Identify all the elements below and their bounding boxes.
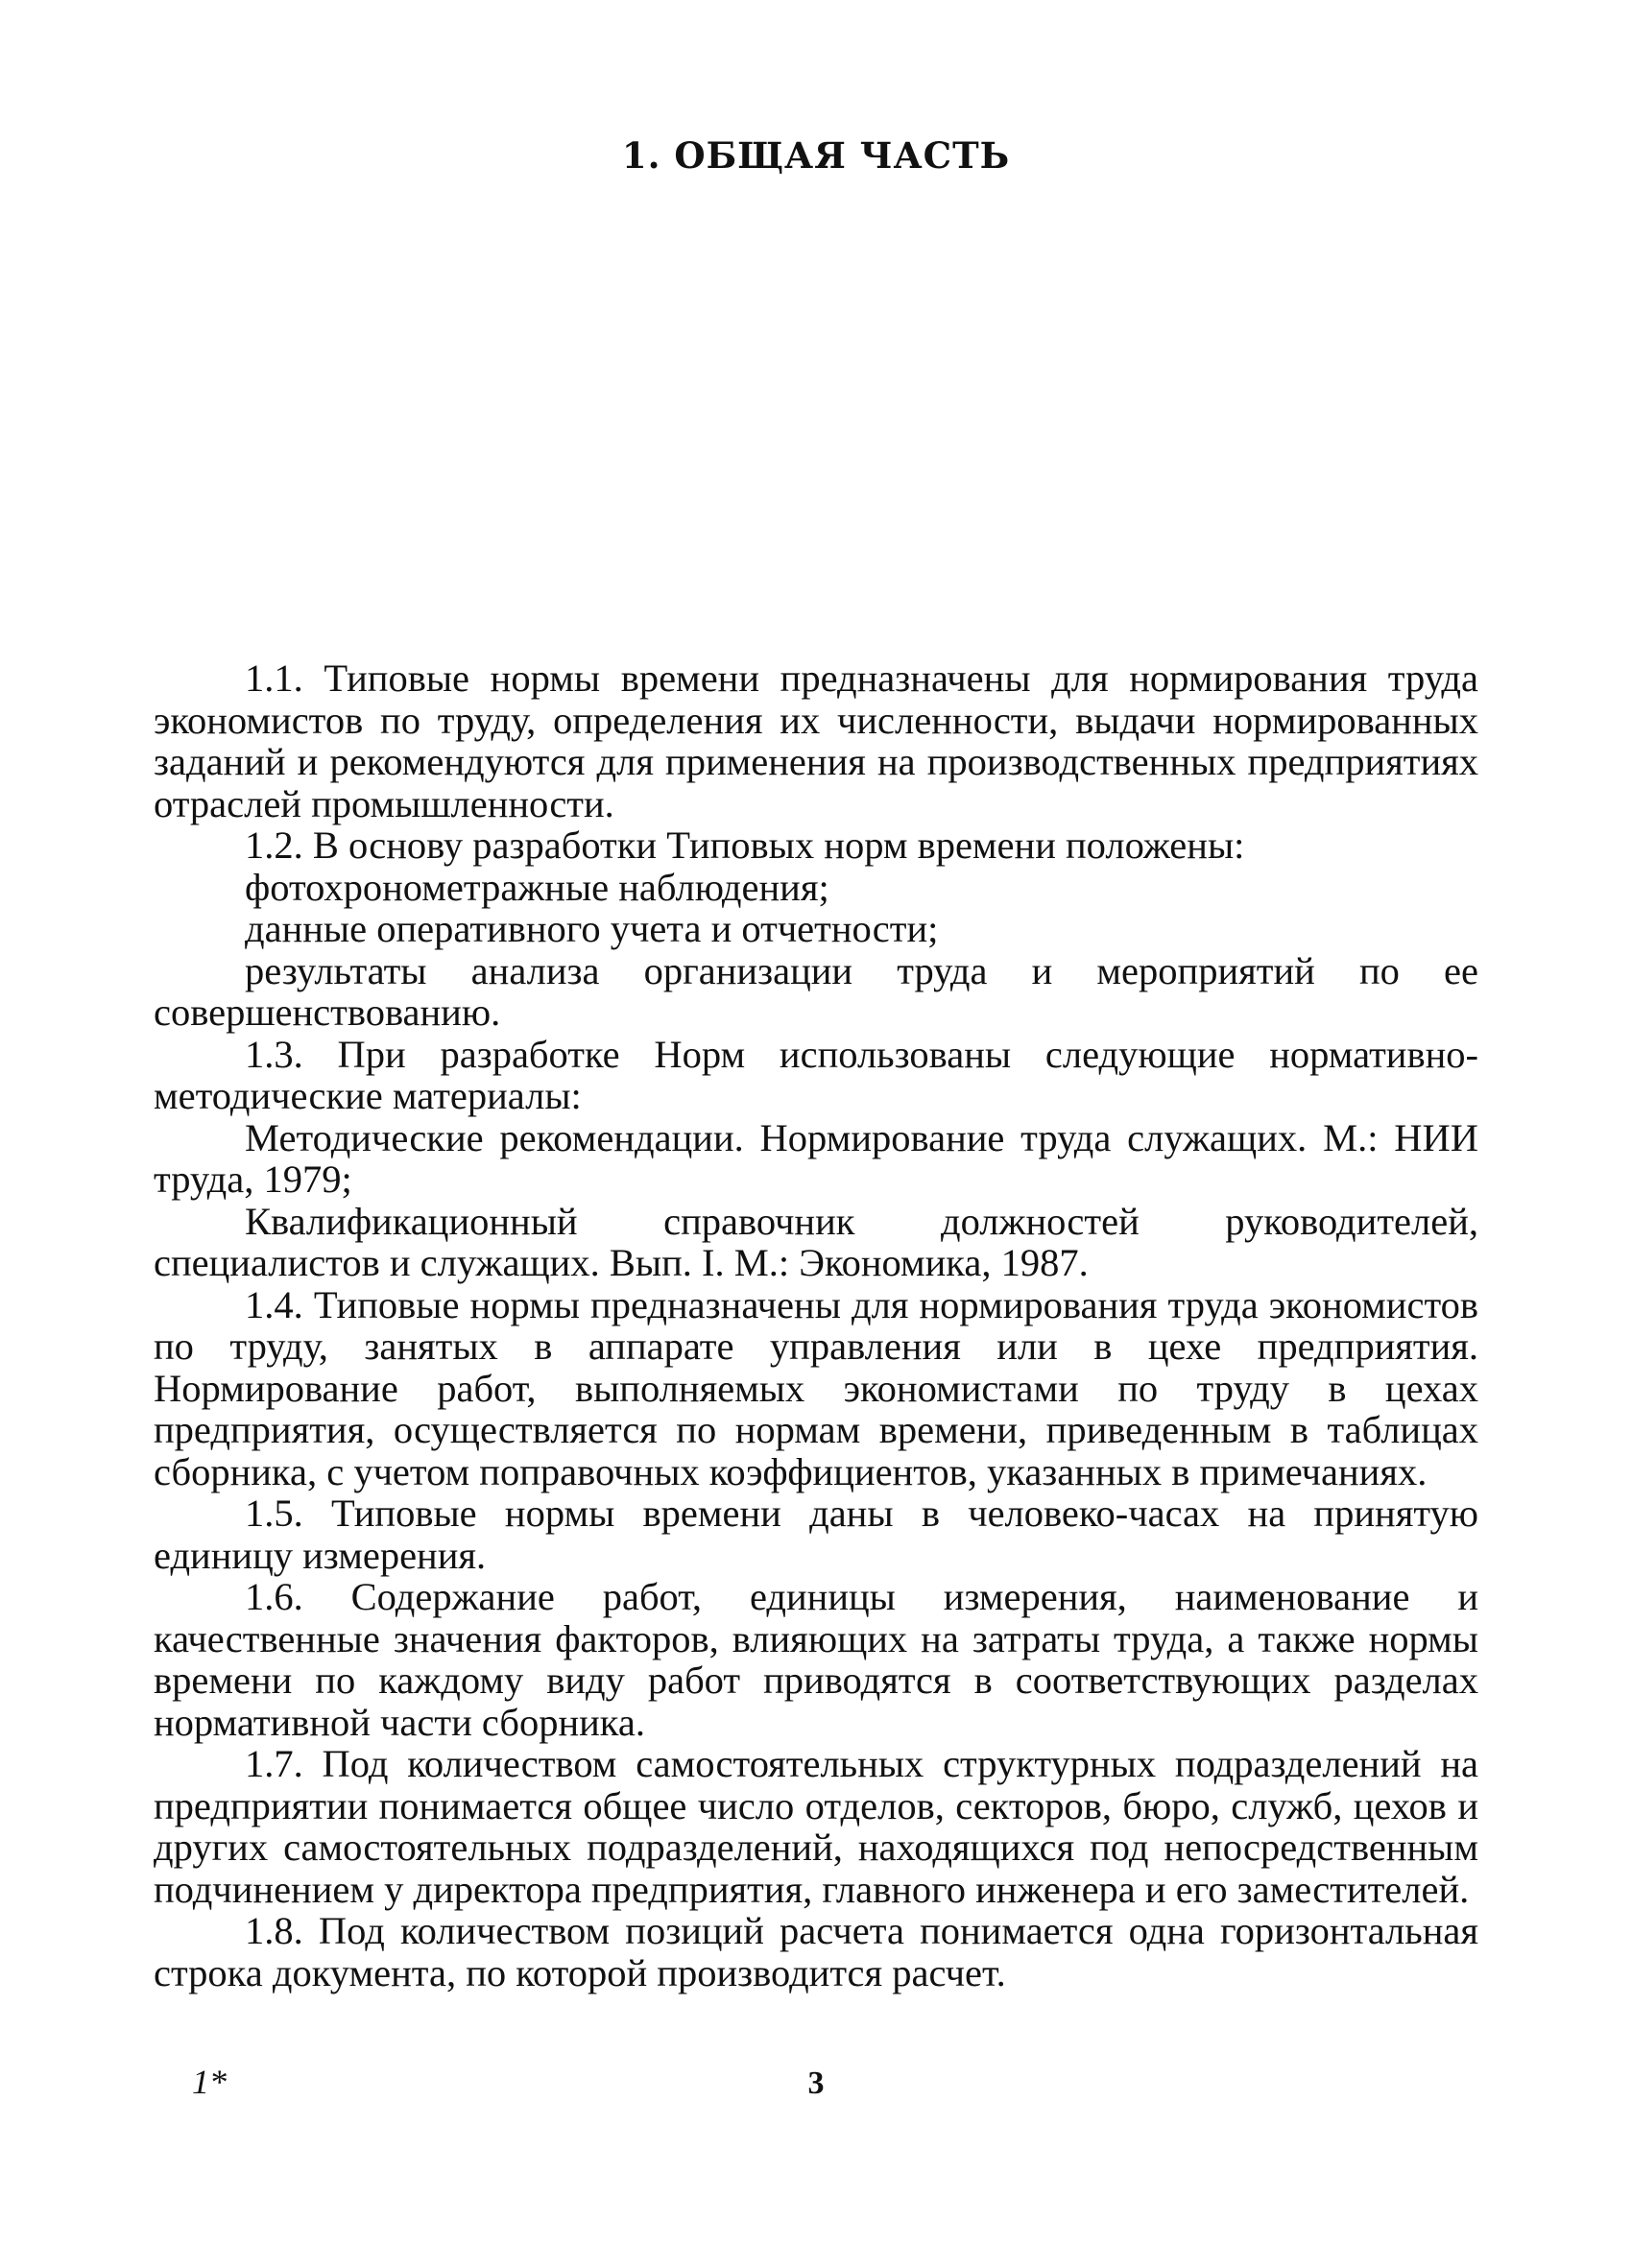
page-number: 3 bbox=[807, 2065, 825, 2101]
signature-mark: 1* bbox=[192, 2063, 227, 2101]
list-item: фотохронометражные наблюдения; bbox=[245, 865, 829, 909]
paragraph-1-6: 1.6. Содержание работ, единицы измерения, наименование и качественные значения факторов, влияющих на затраты труда, а также нормы времени по каждому виду работ приводятся в соответствующих разделах нормативной части сборника. bbox=[154, 1575, 1478, 1744]
paragraph-1-1: 1.1. Типовые нормы времени предназначены для нормирования труда экономистов по труду, определения их численности, выдачи нормированных заданий и рекомендуются для применения на производственных предприятиях отраслей промышленности. bbox=[154, 657, 1478, 825]
list-item: данные оперативного учета и отчетности; bbox=[245, 907, 939, 950]
paragraph-1-7: 1.7. Под количеством самостоятельных структурных подразделений на предприятии понимается общее число отделов, секторов, бюро, служб, цехов и других самостоятельных подразделений, находящихся под непосредственным подчинением у директора предприятия, главного инженера и его заместителей. bbox=[154, 1742, 1478, 1911]
list-item: результаты анализа организации труда и мероприятий по ее совершенствованию. bbox=[154, 948, 1478, 1034]
paragraph-1-3: 1.3. При разработке Норм использованы следующие нормативно-методические материалы: bbox=[154, 1032, 1478, 1117]
reference-item: Квалификационный справочник должностей руководителей, специалистов и служащих. Вып. I. М.: Экономика, 1987. bbox=[154, 1199, 1478, 1284]
paragraph-1-2: 1.2. В основу разработки Типовых норм времени положены: bbox=[245, 824, 1245, 867]
paragraph-1-8: 1.8. Под количеством позиций расчета понимается одна горизонтальная строка документа, по которой производится расчет. bbox=[154, 1909, 1478, 1994]
reference-item: Методические рекомендации. Нормирование труда служащих. М.: НИИ труда, 1979; bbox=[154, 1115, 1478, 1201]
paragraph-1-5: 1.5. Типовые нормы времени даны в человеко-часах на принятую единицу измерения. bbox=[154, 1492, 1478, 1577]
paragraph-1-4: 1.4. Типовые нормы предназначены для нормирования труда экономистов по труду, занятых в аппарате управления или в цехе предприятия. Нормирование работ, выполняемых экономистами по труду в цехах предприятия, осуществляется по нормам времени, приведенным в таблицах сборника, с учетом поправочных коэффициентов, указанных в примечаниях. bbox=[154, 1282, 1478, 1493]
section-body bbox=[154, 657, 1478, 1993]
section-title: 1. ОБЩАЯ ЧАСТЬ bbox=[621, 134, 1011, 177]
